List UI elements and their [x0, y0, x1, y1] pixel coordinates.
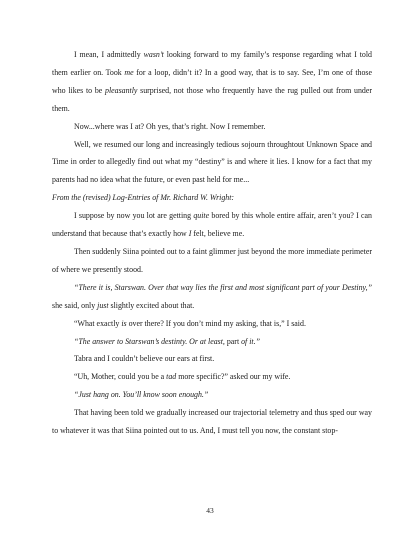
paragraph: Then suddenly Siina pointed out to a faint glimmer just beyond the more immediate perimeter of where we presently stood.: [52, 246, 372, 274]
log-heading: From the (revised) Log-Entries of Mr. Richard W. Wright:: [52, 193, 235, 203]
paragraph: “There it is, Starswan. Over that way lies the first and most significant part of your Destiny,” she said, only just slightly excited about that.: [52, 282, 372, 310]
paragraph: “What exactly is over there? If you don’t mind my asking, that is,” I said.: [74, 318, 306, 328]
body-text: [52, 46, 372, 440]
paragraph: I suppose by now you lot are getting quite bored by this whole entire affair, aren’t you? I can understand that because that’s exactly how I felt, believe me.: [52, 211, 372, 239]
paragraph: “The answer to Starswan’s destinty. Or at least, part of it.”: [74, 336, 260, 346]
page-number: 43: [206, 506, 214, 515]
paragraph: Now...where was I at? Oh yes, that’s right. Now I remember.: [74, 121, 266, 131]
paragraph: “Uh, Mother, could you be a tad more specific?” asked our my wife.: [74, 372, 291, 382]
paragraph: That having been told we gradually increased our trajectorial telemetry and thus sped our way to whatever it was that Siina pointed out to us. And, I must tell you now, the constant stop-: [52, 408, 372, 436]
paragraph: Tabra and I couldn’t believe our ears at first.: [74, 354, 215, 364]
paragraph: Well, we resumed our long and increasingly tedious sojourn throughtout Unknown Space and Time in order to allegedly find out what my “destiny” is and where it lies. I know for a fact that my parents had no idea what the future, or even past held for me...: [52, 139, 372, 185]
paragraph: I mean, I admittedly wasn’t looking forward to my family’s response regarding what I told them earlier on. Took me for a loop, didn’t it? In a good way, that is to say. See, I’m one of those who likes to be pleasantly surprised, not those who frequently have the rug pulled out from under them.: [52, 50, 372, 113]
paragraph: “Just hang on. You’ll know soon enough.”: [74, 390, 209, 400]
